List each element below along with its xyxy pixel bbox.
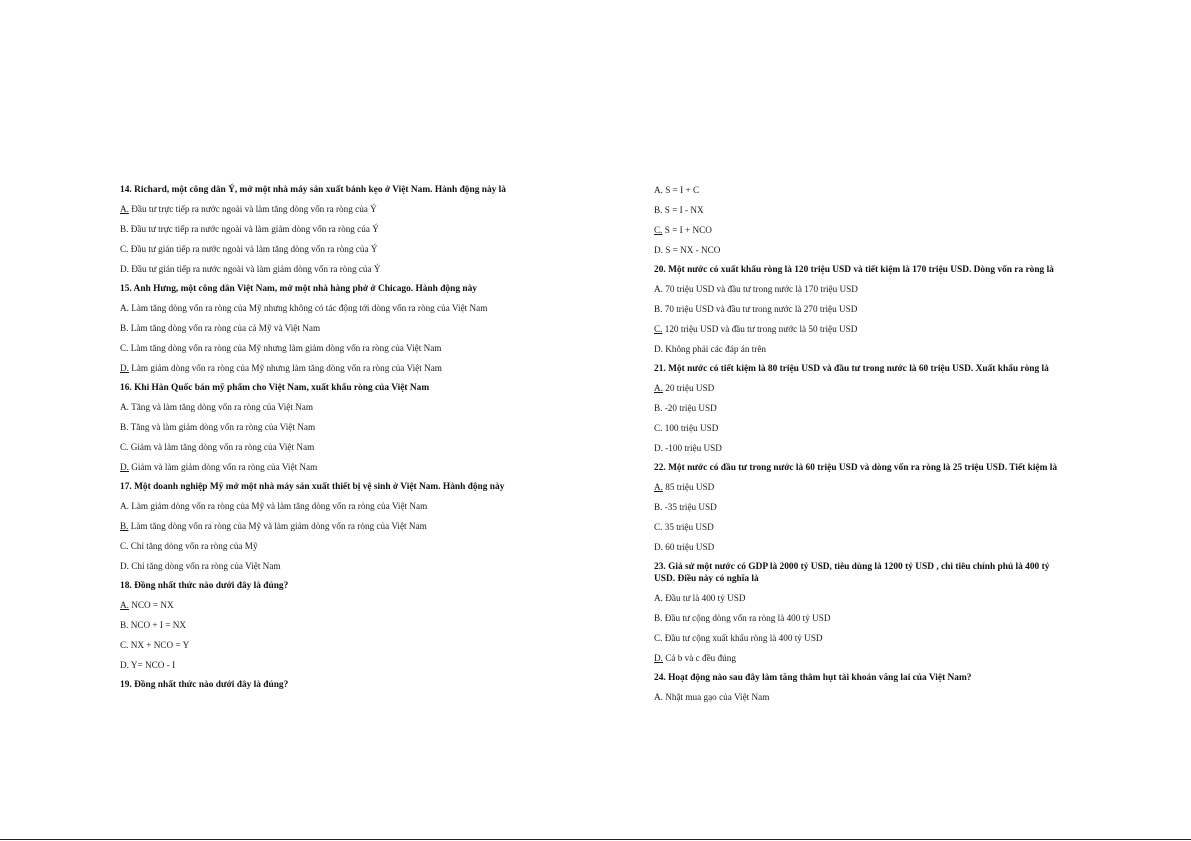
answer-option <box>654 521 1066 533</box>
option-letter: C. <box>120 244 129 254</box>
option-text: -35 triệu USD <box>664 502 717 512</box>
option-letter: A. <box>654 185 663 195</box>
option-text: Giảm và làm tăng dòng vốn ra ròng của Việt Nam <box>130 442 315 452</box>
page-bottom-rule <box>0 839 1191 840</box>
option-letter: A. <box>120 303 129 313</box>
answer-option <box>654 652 1066 664</box>
answer-option <box>654 323 1066 335</box>
answer-option <box>654 632 1066 644</box>
option-letter: B. <box>120 323 129 333</box>
option-text: Tăng và làm tăng dòng vốn ra ròng của Việt Nam <box>131 402 314 412</box>
option-letter: B. <box>120 422 129 432</box>
option-text: Đầu tư trực tiếp ra nước ngoài và làm tăng dòng vốn ra ròng của Ý <box>131 204 377 214</box>
option-letter: D. <box>120 660 129 670</box>
answer-option <box>120 520 535 532</box>
question-heading: 18. Đồng nhất thức nào dưới đây là đúng? <box>120 581 289 591</box>
option-letter: A. <box>120 402 129 412</box>
option-letter: C. <box>654 324 663 334</box>
answer-option <box>120 441 535 453</box>
option-text: Đầu tư là 400 tỷ USD <box>665 593 746 603</box>
option-text: Làm giảm dòng vốn ra ròng của Mỹ và làm tăng dòng vốn ra ròng của Việt Nam <box>131 501 428 511</box>
answer-option <box>120 639 535 651</box>
answer-option <box>120 421 535 433</box>
answer-option <box>120 302 535 314</box>
answer-option <box>654 442 1066 454</box>
question-heading: 19. Đồng nhất thức nào dưới đây là đúng? <box>120 680 289 690</box>
answer-option <box>654 541 1066 553</box>
question-heading: 23. Giả sử một nước có GDP là 2000 tỷ USD, tiêu dùng là 1200 tỷ USD , chi tiêu chính phủ là 400 tỷ USD. Điều này có nghĩa là <box>654 562 1050 584</box>
answer-option <box>120 560 535 572</box>
answer-option <box>120 263 535 275</box>
option-letter: A. <box>654 593 663 603</box>
question-heading: 14. Richard, một công dân Ý, mở một nhà máy sản xuất bánh kẹo ở Việt Nam. Hành động này là <box>120 185 506 195</box>
answer-option <box>120 659 535 671</box>
question-heading: 16. Khi Hàn Quốc bán mỹ phẩm cho Việt Nam, xuất khẩu ròng của Việt Nam <box>120 383 430 393</box>
option-letter: D. <box>120 561 129 571</box>
answer-option <box>654 382 1066 394</box>
option-text: S = I - NX <box>664 205 704 215</box>
option-letter: B. <box>654 502 663 512</box>
answer-option <box>654 612 1066 624</box>
left-column <box>120 184 535 698</box>
option-text: Tăng và làm giảm dòng vốn ra ròng của Việt Nam <box>130 422 316 432</box>
option-text: Làm tăng dòng vốn ra ròng của Mỹ nhưng làm giảm dòng vốn ra ròng của Việt Nam <box>130 343 442 353</box>
option-text: S = NX - NCO <box>665 245 721 255</box>
option-letter: B. <box>654 205 663 215</box>
option-text: Đầu tư cộng xuất khẩu ròng là 400 tỷ USD <box>664 633 823 643</box>
option-letter: D. <box>654 245 663 255</box>
option-text: S = I + NCO <box>664 225 712 235</box>
option-letter: C. <box>120 541 129 551</box>
answer-option <box>654 244 1066 256</box>
option-letter: A. <box>654 284 663 294</box>
option-letter: B. <box>654 304 663 314</box>
option-letter: B. <box>654 613 663 623</box>
answer-option <box>120 203 535 215</box>
answer-option <box>120 461 535 473</box>
answer-option <box>120 401 535 413</box>
option-letter: B. <box>120 620 129 630</box>
option-letter: C. <box>654 225 663 235</box>
answer-option <box>120 599 535 611</box>
question-heading: 24. Hoạt động nào sau đây làm tăng thâm hụt tài khoản vãng lai của Việt Nam? <box>654 673 972 683</box>
option-text: NCO = NX <box>131 600 174 610</box>
option-letter: A. <box>654 692 663 702</box>
option-text: Không phải các đáp án trên <box>665 344 767 354</box>
option-letter: D. <box>120 462 129 472</box>
answer-option <box>120 223 535 235</box>
option-text: 20 triệu USD <box>665 383 715 393</box>
option-text: -20 triệu USD <box>664 403 717 413</box>
option-text: 60 triệu USD <box>665 542 715 552</box>
right-column <box>654 184 1066 711</box>
answer-option <box>654 204 1066 216</box>
answer-option <box>120 243 535 255</box>
option-text: 70 triệu USD và đầu tư trong nước là 270 triệu USD <box>664 304 858 314</box>
option-text: Làm tăng dòng vốn ra ròng của cả Mỹ và Việt Nam <box>130 323 321 333</box>
option-text: Đầu tư trực tiếp ra nước ngoài và làm giảm dòng vốn ra ròng của Ý <box>130 224 379 234</box>
question-heading: 20. Một nước có xuất khẩu ròng là 120 triệu USD và tiết kiệm là 170 triệu USD. Dòng vốn ra ròng là <box>654 265 1054 275</box>
option-letter: C. <box>120 640 129 650</box>
option-letter: B. <box>120 521 129 531</box>
option-letter: D. <box>654 542 663 552</box>
option-letter: A. <box>654 482 663 492</box>
option-text: Đầu tư gián tiếp ra nước ngoài và làm tăng dòng vốn ra ròng của Ý <box>130 244 378 254</box>
option-text: Nhật mua gạo của Việt Nam <box>665 692 770 702</box>
answer-option <box>654 481 1066 493</box>
question-heading: 22. Một nước có đầu tư trong nước là 60 triệu USD và dòng vốn ra ròng là 25 triệu USD. Tiết kiệm là <box>654 463 1058 473</box>
option-letter: D. <box>654 443 663 453</box>
option-text: NX + NCO = Y <box>130 640 190 650</box>
answer-option <box>654 501 1066 513</box>
option-letter: A. <box>120 501 129 511</box>
answer-option <box>120 342 535 354</box>
option-text: -100 triệu USD <box>665 443 722 453</box>
answer-option <box>120 619 535 631</box>
option-text: Làm giảm dòng vốn ra ròng của Mỹ nhưng làm tăng dòng vốn ra ròng của Việt Nam <box>131 363 442 373</box>
option-letter: D. <box>654 653 663 663</box>
option-letter: B. <box>120 224 129 234</box>
option-letter: D. <box>120 363 129 373</box>
question-heading: 21. Một nước có tiết kiệm là 80 triệu USD và đầu tư trong nước là 60 triệu USD. Xuất khẩu ròng là <box>654 364 1049 374</box>
answer-option <box>654 224 1066 236</box>
answer-option <box>654 343 1066 355</box>
question-heading: 15. Anh Hưng, một công dân Việt Nam, mở một nhà hàng phở ở Chicago. Hành động này <box>120 284 477 294</box>
option-letter: A. <box>120 204 129 214</box>
option-text: 35 triệu USD <box>664 522 714 532</box>
answer-option <box>654 402 1066 414</box>
option-text: Chỉ tăng dòng vốn ra ròng của Việt Nam <box>131 561 281 571</box>
option-text: 85 triệu USD <box>665 482 715 492</box>
answer-option <box>654 303 1066 315</box>
option-letter: C. <box>654 423 663 433</box>
answer-option <box>120 322 535 334</box>
option-letter: C. <box>120 442 129 452</box>
option-text: Chỉ tăng dòng vốn ra ròng của Mỹ <box>130 541 258 551</box>
option-text: S = I + C <box>665 185 700 195</box>
option-letter: D. <box>654 344 663 354</box>
option-text: 100 triệu USD <box>664 423 719 433</box>
option-text: 120 triệu USD và đầu tư trong nước là 50 triệu USD <box>664 324 858 334</box>
option-text: Đầu tư gián tiếp ra nước ngoài và làm giảm dòng vốn ra ròng của Ý <box>131 264 381 274</box>
answer-option <box>120 500 535 512</box>
answer-option <box>654 184 1066 196</box>
answer-option <box>120 362 535 374</box>
option-text: Làm tăng dòng vốn ra ròng của Mỹ nhưng không có tác động tới dòng vốn ra ròng của Việt Nam <box>131 303 488 313</box>
option-letter: D. <box>120 264 129 274</box>
answer-option <box>654 283 1066 295</box>
answer-option <box>654 592 1066 604</box>
answer-option <box>654 691 1066 703</box>
option-text: 70 triệu USD và đầu tư trong nước là 170 triệu USD <box>665 284 858 294</box>
answer-option <box>654 422 1066 434</box>
answer-option <box>120 540 535 552</box>
option-letter: B. <box>654 403 663 413</box>
option-text: Giảm và làm giảm dòng vốn ra ròng của Việt Nam <box>131 462 318 472</box>
option-letter: A. <box>120 600 129 610</box>
question-heading: 17. Một doanh nghiệp Mỹ mở một nhà máy sản xuất thiết bị vệ sinh ở Việt Nam. Hành động này <box>120 482 505 492</box>
option-text: Đầu tư cộng dòng vốn ra ròng là 400 tỷ USD <box>664 613 831 623</box>
option-text: NCO + I = NX <box>130 620 187 630</box>
option-letter: C. <box>654 633 663 643</box>
option-text: Cả b và c đều đúng <box>665 653 736 663</box>
option-text: Làm tăng dòng vốn ra ròng của Mỹ và làm giảm dòng vốn ra ròng của Việt Nam <box>130 521 427 531</box>
option-text: Y= NCO - I <box>130 660 176 670</box>
option-letter: A. <box>654 383 663 393</box>
option-letter: C. <box>654 522 663 532</box>
option-letter: C. <box>120 343 129 353</box>
